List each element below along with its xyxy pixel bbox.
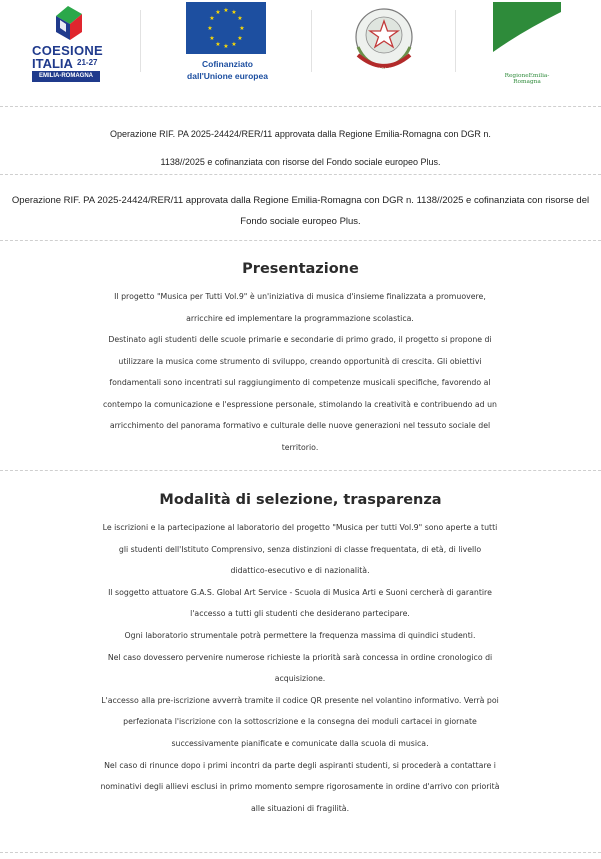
logo-divider: [455, 10, 456, 72]
coesione-cube-icon: [30, 2, 105, 42]
coesione-line1: COESIONE: [32, 43, 104, 58]
repubblica-emblem: [346, 1, 422, 83]
modalita-paragraph: L'accesso alla pre-iscrizione avverrà tramite il codice QR presente nel volantino informativo. Verrà poi perfezionata l'iscrizione con la sottoscrizione e la consegna dei moduli cartacei in giornate successivamente pianificate e comunicate dalla scuola di musica.: [101, 695, 499, 748]
svg-text:★: ★: [207, 25, 213, 32]
divider: [0, 174, 601, 175]
regione-flag-icon: [491, 2, 563, 70]
italian-emblem-icon: [346, 1, 422, 77]
operation-notice-full: Operazione RIF. PA 2025-24424/RER/11 approvata dalla Regione Emilia-Romagna con DGR n. 1138//2025 e cofinanziata con risorse del Fondo sociale europeo Plus.: [11, 195, 590, 227]
logo-divider: [311, 10, 312, 72]
svg-text:★: ★: [209, 35, 215, 42]
eu-caption-line2: dall'Unione europea: [187, 71, 268, 81]
divider: [0, 852, 601, 853]
eu-logo: [180, 2, 275, 84]
divider: [0, 106, 601, 107]
divider: [0, 240, 601, 241]
svg-text:★: ★: [231, 41, 237, 48]
coesione-band: [32, 71, 100, 82]
modalita-paragraph: Nel caso di rinunce dopo i primi incontri da parte degli aspiranti studenti, si procederà a contattare i nominativi degli allievi esclusi in primo momento sempre rigorosamente in ordine d'arrivo con priorità alle situazioni di fragilità.: [100, 760, 500, 813]
eu-flag-icon: [186, 2, 266, 54]
operation-notice-line1: Operazione RIF. PA 2025-24424/RER/11 approvata dalla Regione Emilia-Romagna con DGR n.: [110, 129, 491, 139]
svg-text:★: ★: [231, 9, 237, 16]
eu-caption-line1: Cofinanziato: [202, 59, 253, 69]
operation-notice-centered: [0, 120, 601, 176]
coesione-line2: ITALIA: [32, 56, 73, 71]
modalita-paragraph: Nel caso dovessero pervenire numerose richieste la priorità sarà concessa in ordine cronologico di acquisizione.: [107, 652, 493, 684]
regione-caption: RegioneEmilia-Romagna: [504, 73, 550, 85]
coesione-band-label: EMILIA-ROMAGNA: [39, 73, 93, 79]
repubblica-ring-text: REPUBBLICA ITALIANA: [356, 67, 412, 72]
svg-text:★: ★: [237, 15, 243, 22]
operation-notice-line2: 1138//2025 e cofinanziata con risorse del Fondo sociale europeo Plus.: [160, 157, 441, 167]
logo-divider: [140, 10, 141, 72]
presentazione-body: [100, 286, 500, 458]
coesione-italia-logo: [30, 2, 105, 84]
modalita-paragraph: Ogni laboratorio strumentale potrà permettere la frequenza massima di quindici studenti.: [124, 630, 476, 640]
svg-text:★: ★: [209, 15, 215, 22]
svg-text:★: ★: [215, 9, 221, 16]
presentazione-paragraph: Destinato agli studenti delle scuole primarie e secondarie di primo grado, il progetto si propone di utilizzare la musica come strumento di sviluppo, creando opportunità di crescita. Gli obiettivi fondamentali sono incentrati sul raggiungimento di competenze musicali specifiche, favorendo al contempo la comunicazione e l'espressione personale, stimolando la creatività e contribuendo ad un arricchimento del panorama formativo e culturale delle nuove generazioni nel tessuto sociale del territorio.: [103, 335, 497, 452]
section-title-modalita: Modalità di selezione, trasparenza: [159, 492, 442, 508]
modalita-paragraph: Il soggetto attuatore G.A.S. Global Art Service - Scuola di Musica Arti e Suoni cercherà di garantire l'accesso a tutti gli studenti che desiderano partecipare.: [108, 587, 492, 619]
coesione-years: 21-27: [77, 58, 98, 67]
svg-text:★: ★: [237, 35, 243, 42]
svg-text:★: ★: [239, 25, 245, 32]
presentazione-paragraph: Il progetto "Musica per Tutti Vol.9" è un'iniziativa di musica d'insieme finalizzata a promuovere, arricchire ed implementare la programmazione scolastica.: [114, 292, 486, 323]
svg-text:★: ★: [223, 7, 229, 14]
logo-bar: [0, 0, 601, 92]
svg-text:★: ★: [215, 41, 221, 48]
section-title-presentazione: Presentazione: [242, 261, 359, 277]
modalita-body: [100, 517, 500, 819]
regione-emilia-romagna-logo: [491, 2, 563, 84]
svg-text:★: ★: [223, 43, 229, 50]
modalita-paragraph: Le iscrizioni e la partecipazione al laboratorio del progetto "Musica per tutti Vol.9" sono aperte a tutti gli studenti dell'Istituto Comprensivo, senza distinzioni di classe frequentata, di età, di livello didattico-esecutivo e di nazionalità.: [102, 523, 498, 576]
divider: [0, 470, 601, 471]
